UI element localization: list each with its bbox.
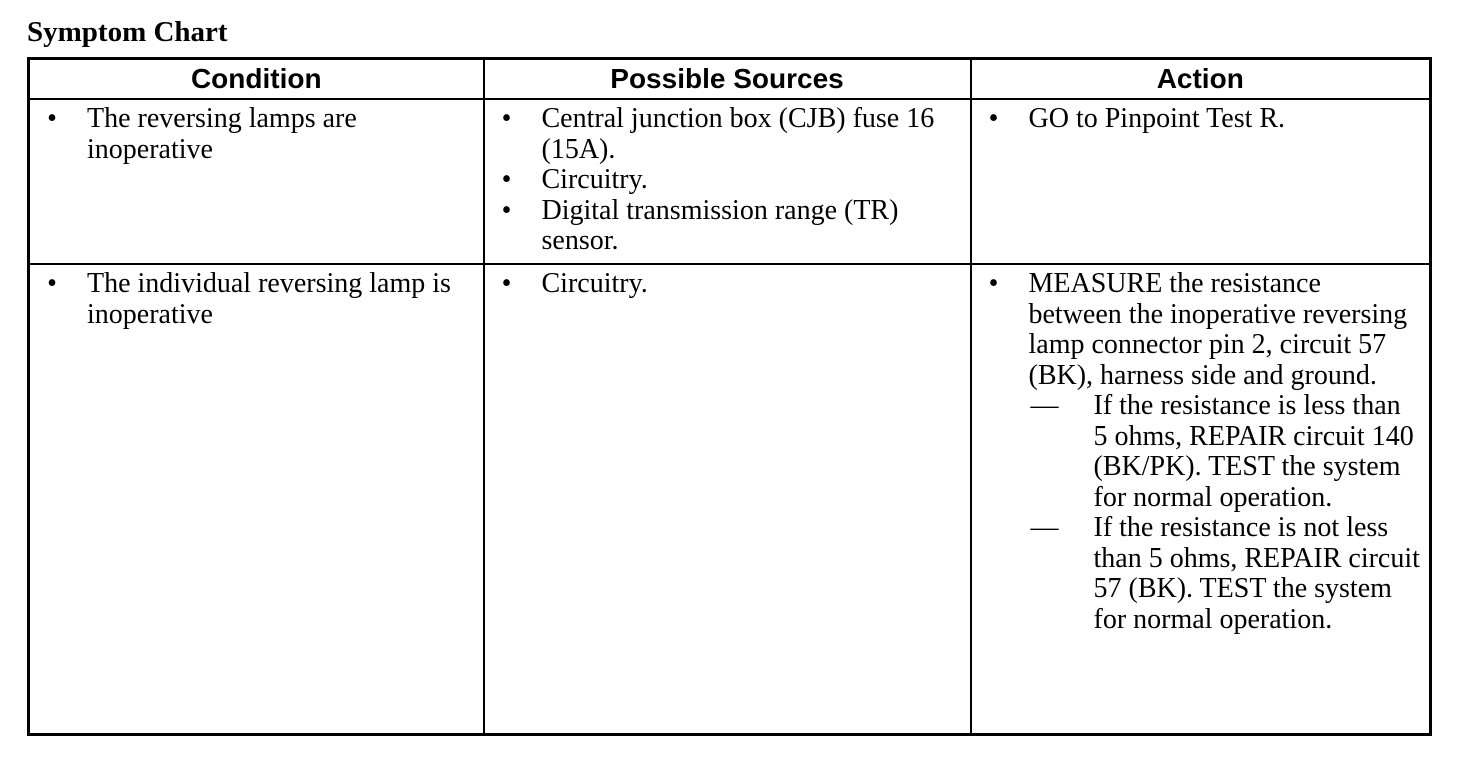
action-subitem-text: If the resistance is less than 5 ohms, REPAIR circuit 140 (BK/PK). TEST the system for normal operation.	[1093, 390, 1414, 513]
source-item	[497, 165, 962, 196]
sources-cell	[484, 264, 971, 735]
source-text: Central junction box (CJB) fuse 16 (15A).	[541, 103, 935, 165]
action-cell	[971, 99, 1431, 264]
source-item	[497, 269, 962, 300]
action-cell	[971, 264, 1431, 735]
source-item	[497, 196, 962, 257]
source-text: Circuitry.	[541, 164, 648, 195]
source-item	[497, 104, 962, 165]
bullet-icon: •	[47, 268, 57, 299]
bullet-icon: •	[501, 164, 512, 195]
condition-cell	[29, 264, 484, 735]
condition-text: The individual reversing lamp is inoperative	[87, 268, 451, 330]
dash-icon: —	[1030, 390, 1059, 421]
bullet-icon: •	[988, 103, 999, 134]
symptom-table	[27, 57, 1432, 736]
action-header: Action	[971, 59, 1431, 100]
action-item	[984, 104, 1422, 135]
condition-cell	[29, 99, 484, 264]
condition-item	[42, 104, 475, 165]
dash-icon: —	[1030, 512, 1059, 543]
condition-item	[42, 269, 475, 330]
sources-cell	[484, 99, 971, 264]
source-text: Digital transmission range (TR) sensor.	[541, 194, 899, 256]
table-row	[29, 264, 1431, 735]
action-subitem-text: If the resistance is not less than 5 ohms, REPAIR circuit 57 (BK). TEST the system for normal operation.	[1093, 512, 1420, 635]
bullet-icon: •	[501, 194, 512, 226]
chart-title: Symptom Chart	[27, 16, 228, 48]
header-row	[29, 59, 1431, 100]
possible-sources-header: Possible Sources	[484, 59, 971, 100]
condition-header: Condition	[29, 59, 484, 100]
source-text: Circuitry.	[541, 268, 648, 299]
condition-text: The reversing lamps are inoperative	[87, 103, 357, 165]
action-subitem	[1029, 391, 1422, 513]
table-row	[29, 99, 1431, 264]
action-subitem	[1029, 513, 1422, 635]
bullet-icon: •	[47, 103, 57, 134]
bullet-icon: •	[988, 268, 999, 299]
action-text: MEASURE the resistance between the inoperative reversing lamp connector pin 2, circuit 57 (BK), harness side and ground.	[1028, 268, 1408, 391]
action-item	[984, 269, 1422, 635]
bullet-icon: •	[501, 268, 512, 299]
action-text: GO to Pinpoint Test R.	[1028, 103, 1286, 134]
bullet-icon: •	[501, 103, 512, 134]
